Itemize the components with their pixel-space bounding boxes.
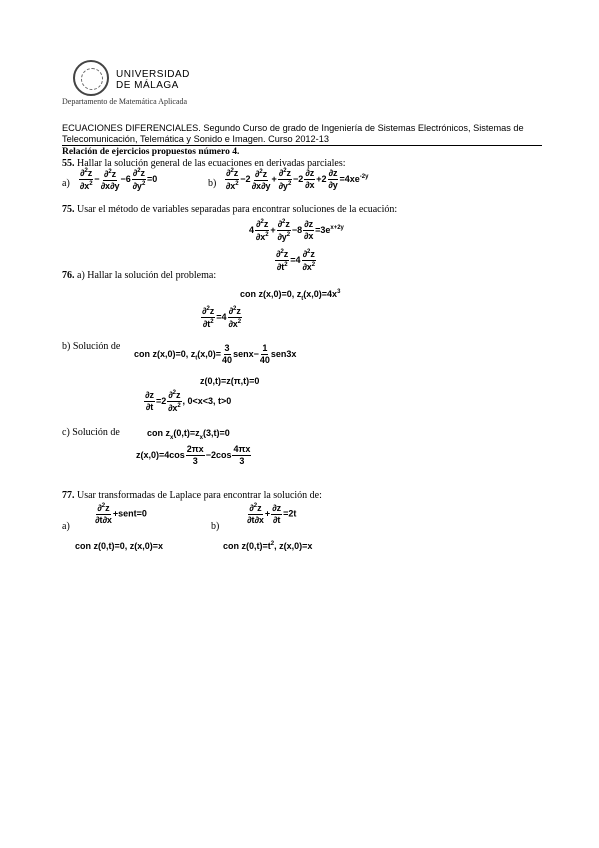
exercise-77b-conditions: con $z(0,t)=t^2$, z(x,0)=x: [223, 541, 313, 551]
exercise-number: 75.: [62, 204, 75, 215]
exercise-55-b-label: b): [208, 178, 217, 189]
exercise-76c-equation: $\frac{\partial z}{\partial t}$ =2 $\frac{\partial^2z}{\partial x^2}$ , 0<x<3, t>0: [145, 390, 232, 413]
exercise-76a-conditions: con z(x,0)=0, $z_t(x,0)=4x^3$: [240, 289, 341, 302]
course-line-2: Telecomunicación, Telemática y Sonido e Imagen. Curso 2012-13: [62, 134, 329, 144]
exercise-55-a-label: a): [62, 178, 70, 189]
exercise-55-a-equation: $\frac{\partial^2z}{\partial x^2}$ − $\frac{\partial^2z}{\partial x\partial y}$ −6 $\frac{\partial^2z}{\partial y^2}$ =0: [79, 168, 158, 191]
exercise-text: Usar transformadas de Laplace para encontrar la solución de:: [77, 490, 322, 501]
exercise-77b-equation: $\frac{\partial^2z}{\partial t\partial x}$ + $\frac{\partial z}{\partial t}$ =2t: [247, 502, 297, 525]
exercise-76a-equation: $\frac{\partial^2z}{\partial t^2}$ =4 $\frac{\partial^2z}{\partial x^2}$: [276, 249, 316, 272]
exercise-55-b-equation: $\frac{\partial^2z}{\partial x^2}$ −2 $\frac{\partial^2z}{\partial x\partial y}$ + $\frac{\partial^2z}{\partial y^2}$ −2 $\frac{\partial z}{\partial x}$ +2 $\frac{\partial z}{\partial y}$ $=4xe^{-2y}$: [225, 168, 369, 191]
exercise-76b-equation: $\frac{\partial^2z}{\partial t^2}$ =4 $\frac{\partial^2z}{\partial x^2}$: [202, 306, 242, 329]
exercise-76c-label: c) Solución de: [62, 427, 120, 438]
university-seal-icon: [73, 60, 109, 96]
exercise-77-statement: [62, 490, 322, 501]
exercise-77a-label: a): [62, 521, 70, 532]
exercise-77b-label: b): [211, 521, 220, 532]
exercise-77a-conditions: con z(0,t)=0, z(x,0)=x: [75, 541, 164, 551]
exercise-number: 55.: [62, 158, 75, 169]
exercise-75-equation: 4 $\frac{\partial^2z}{\partial x^2}$ + $\frac{\partial^2z}{\partial y^2}$ −8 $\frac{\partial z}{\partial x}$ $=3e^{x+2y}$: [249, 219, 344, 242]
university-name-line1: UNIVERSIDAD: [116, 69, 190, 80]
sheet-title: Relación de ejercicios propuestos número 4.: [62, 147, 240, 157]
exercise-76b-label: b) Solución de: [62, 341, 121, 352]
exercise-76c-conditions: con $z_x(0,t)=z_x(3,t)=0$: [147, 428, 230, 441]
exercise-76c-initial-condition: z(x,0)=4cos $\frac{2\pi x}{3}$ −2cos $\frac{4\pi x}{3}$: [136, 444, 251, 466]
exercise-number: 77.: [62, 490, 75, 501]
exercise-76b-boundary: z(0,t)=z(π,t)=0: [200, 376, 260, 386]
exercise-number: 76.: [62, 270, 75, 281]
exercise-75-statement: [62, 204, 397, 215]
exercise-text: Hallar la solución general de las ecuaciones en derivadas parciales:: [77, 158, 346, 169]
exercise-77a-equation: $\frac{\partial^2z}{\partial t\partial x}$ +sent=0: [95, 503, 147, 525]
exercise-text: Usar el método de variables separadas para encontrar soluciones de la ecuación:: [77, 204, 398, 215]
exercise-text: a) Hallar la solución del problema:: [77, 270, 217, 281]
department-name: Departamento de Matemática Aplicada: [62, 97, 188, 106]
university-name-line2: DE MÁLAGA: [116, 80, 179, 91]
exercise-76a-statement: [62, 270, 216, 281]
exercise-76b-conditions: con z(x,0)=0, $z_t(x,0)=$ $\frac{3}{40}$ senx− $\frac{1}{40}$ sen3x: [134, 343, 297, 365]
header-divider: [62, 145, 542, 146]
course-line-1: ECUACIONES DIFERENCIALES. Segundo Curso de grado de Ingeniería de Sistemas Electrónicos, Sistemas de: [62, 123, 524, 133]
